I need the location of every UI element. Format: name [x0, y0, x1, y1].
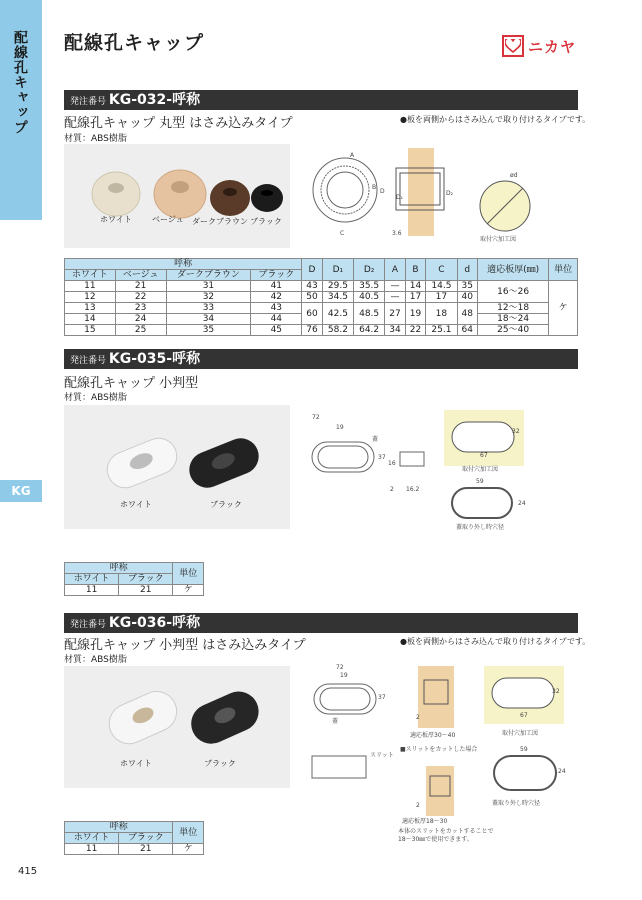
dim-label: 19 [336, 424, 344, 431]
cell: 11 [65, 844, 119, 855]
spec-table-kg035 [64, 562, 204, 596]
photo-label-black: ブラック [204, 759, 236, 768]
cell: 12 [65, 292, 116, 303]
dim-label: D₂ [446, 190, 454, 197]
table-header: ダークブラウン [166, 270, 251, 281]
table-row [65, 281, 578, 292]
cell: 50 [302, 292, 323, 303]
cell: 23 [115, 303, 166, 314]
spec-table-kg032 [64, 258, 578, 336]
product-photo [64, 144, 290, 248]
category-side-tab [0, 0, 42, 220]
cell: 32 [166, 292, 251, 303]
cell: 43 [302, 281, 323, 292]
product-photo [64, 666, 290, 788]
cell: 25.1 [426, 325, 457, 336]
cell: 25 [115, 325, 166, 336]
cell: 42 [251, 292, 302, 303]
table-header: ホワイト [65, 270, 116, 281]
order-code: KG-035-呼称 [108, 351, 201, 367]
dim-label: 72 [312, 414, 320, 421]
technical-drawing-round [300, 148, 580, 248]
technical-drawing-oval [306, 408, 578, 538]
cell: 40 [457, 292, 478, 303]
photo-label-black: ブラック [250, 217, 282, 226]
cell: 12〜18 [478, 303, 549, 314]
dim-label: 37 [378, 694, 386, 701]
cell: 45 [251, 325, 302, 336]
dim-label: 67 [520, 712, 528, 719]
cell: ケ [173, 844, 204, 855]
cell: 35 [166, 325, 251, 336]
section-header-kg035 [64, 349, 578, 369]
drawing-caption: 取付穴加工図 [502, 730, 539, 737]
cell: 48.5 [354, 303, 385, 325]
cell: 64 [457, 325, 478, 336]
section-note: ●板を両側からはさみ込んで取り付けるタイプです。 [400, 637, 591, 646]
order-label: 発注番号 [70, 356, 107, 366]
table-header: A [385, 259, 406, 281]
material-text: 材質：ABS樹脂 [64, 655, 127, 665]
cell: 27 [385, 303, 406, 325]
table-header: ホワイト [65, 574, 119, 585]
table-header: C [426, 259, 457, 281]
cell: 18 [426, 303, 457, 325]
section-header-kg036 [64, 613, 578, 633]
cell: 15 [65, 325, 116, 336]
cell: — [385, 281, 406, 292]
drawing-note: 本体のスリットをカットすることで [398, 828, 494, 835]
brand-logo [502, 34, 576, 58]
heart-logo-icon [502, 35, 524, 57]
cell: 17 [405, 292, 426, 303]
dim-label: C [340, 230, 345, 237]
dim-label: 67 [480, 452, 488, 459]
table-row [65, 844, 204, 855]
table-header: 呼称 [65, 822, 173, 833]
page-title: 配線孔キャップ [64, 32, 205, 54]
dim-label: 3.6 [392, 230, 402, 237]
order-code: KG-036-呼称 [108, 615, 201, 631]
dim-label: 72 [336, 664, 344, 671]
table-header: 単位 [549, 259, 578, 281]
cell: ケ [549, 281, 578, 336]
section-note: ●板を両側からはさみ込んで取り付けるタイプです。 [400, 115, 591, 124]
cell: 43 [251, 303, 302, 314]
dim-label: 59 [520, 746, 528, 753]
page-number: 415 [18, 866, 38, 877]
cell: 21 [119, 844, 173, 855]
cell: 11 [65, 281, 116, 292]
cell: 44 [251, 314, 302, 325]
photo-label-beige: ベージュ [152, 215, 184, 224]
cell: 34 [385, 325, 406, 336]
table-header: ベージュ [115, 270, 166, 281]
product-photo [64, 405, 290, 529]
cell: 58.2 [322, 325, 353, 336]
cell: 76 [302, 325, 323, 336]
table-header: D [302, 259, 323, 281]
dim-label: 37 [378, 454, 386, 461]
cell: 25〜40 [478, 325, 549, 336]
dim-label: 蓋 [372, 436, 379, 443]
cell: 41 [251, 281, 302, 292]
cell: 42.5 [322, 303, 353, 325]
cell: 35 [457, 281, 478, 292]
dim-label: 32 [512, 428, 520, 435]
cell: 22 [115, 292, 166, 303]
dim-label: D₁ [396, 194, 404, 201]
cell: ケ [173, 585, 204, 596]
table-header: ブラック [119, 574, 173, 585]
dim-label: 16 [388, 460, 396, 467]
dim-label: 2 [416, 802, 420, 809]
cell: 35.5 [354, 281, 385, 292]
round-caps-illustration [64, 144, 290, 248]
order-label: 発注番号 [70, 97, 107, 107]
table-header: B [405, 259, 426, 281]
dim-label: 59 [476, 478, 484, 485]
table-row [65, 325, 578, 336]
table-header: D₂ [354, 259, 385, 281]
cell: 16〜26 [478, 281, 549, 303]
cell: 40.5 [354, 292, 385, 303]
dim-label: 19 [340, 672, 348, 679]
dim-label: 16.2 [406, 486, 420, 493]
series-tab-kg: KG [0, 480, 42, 502]
table-header: 呼称 [65, 259, 302, 270]
dim-label: 蓋 [332, 718, 339, 725]
order-label: 発注番号 [70, 620, 107, 630]
material-text: 材質：ABS樹脂 [64, 134, 127, 144]
cell: 13 [65, 303, 116, 314]
cell: 14.5 [426, 281, 457, 292]
cell: 31 [166, 281, 251, 292]
cell: 64.2 [354, 325, 385, 336]
cell: 11 [65, 585, 119, 596]
table-header: d [457, 259, 478, 281]
photo-label-white: ホワイト [120, 759, 152, 768]
dim-label: 32 [552, 688, 560, 695]
order-code: KG-032-呼称 [108, 92, 201, 108]
material-text: 材質：ABS樹脂 [64, 393, 127, 403]
oval-caps-illustration [64, 666, 290, 788]
drawing-caption: ■スリットをカットした場合 [400, 746, 478, 753]
cell: 22 [405, 325, 426, 336]
cell: 34 [166, 314, 251, 325]
technical-drawing-oval-clamp [306, 660, 578, 856]
drawing-note: 18〜30㎜で使用できます。 [398, 836, 473, 843]
drawing-caption: 蓋取り外し時穴径 [492, 800, 541, 807]
drawing-caption: 適応板厚18〜30 [402, 818, 448, 825]
cell: 60 [302, 303, 323, 325]
table-header: 適応板厚(㎜) [478, 259, 549, 281]
cell: 19 [405, 303, 426, 325]
table-row [65, 585, 204, 596]
table-header: ホワイト [65, 833, 119, 844]
section-subtitle: 配線孔キャップ 丸型 はさみ込みタイプ [64, 116, 293, 131]
cell: 14 [65, 314, 116, 325]
table-header: 呼称 [65, 563, 173, 574]
cell: — [385, 292, 406, 303]
cell: 21 [115, 281, 166, 292]
cell: 24 [115, 314, 166, 325]
cell: 29.5 [322, 281, 353, 292]
photo-label-dark-brown: ダークブラウン [192, 217, 248, 226]
table-header: ブラック [251, 270, 302, 281]
drawing-caption: 適応板厚30〜40 [410, 732, 456, 739]
cell: 14 [405, 281, 426, 292]
dim-label: D [380, 188, 385, 195]
cell: 18〜24 [478, 314, 549, 325]
table-row [65, 303, 578, 314]
drawing-caption: 取付穴加工図 [480, 236, 517, 243]
table-header: 単位 [173, 563, 204, 585]
cell: 34.5 [322, 292, 353, 303]
cell: 17 [426, 292, 457, 303]
photo-label-black: ブラック [210, 500, 242, 509]
drawing-caption: 蓋取り外し時穴径 [456, 524, 505, 531]
photo-label-white: ホワイト [120, 500, 152, 509]
section-subtitle: 配線孔キャップ 小判型 はさみ込みタイプ [64, 638, 306, 653]
dim-label: 24 [558, 768, 566, 775]
cell: 21 [119, 585, 173, 596]
table-header: 単位 [173, 822, 204, 844]
dim-label: スリット [370, 752, 394, 759]
oval-caps-illustration [64, 405, 290, 529]
dim-label: ød [510, 172, 518, 179]
drawing-caption: 取付穴加工図 [462, 466, 499, 473]
cell: 48 [457, 303, 478, 325]
brand-name: ニカヤ [528, 37, 577, 56]
photo-label-white: ホワイト [100, 215, 132, 224]
dim-label: 24 [518, 500, 526, 507]
cell: 33 [166, 303, 251, 314]
dim-label: A [350, 152, 355, 159]
section-header-kg032 [64, 90, 578, 110]
section-subtitle: 配線孔キャップ 小判型 [64, 376, 199, 391]
dim-label: 2 [416, 714, 420, 721]
spec-table-kg036 [64, 821, 204, 855]
dim-label: 2 [390, 486, 394, 493]
dim-label: B [372, 184, 377, 191]
table-header: D₁ [322, 259, 353, 281]
category-label: 配線孔キャップ [12, 30, 28, 135]
table-header: ブラック [119, 833, 173, 844]
